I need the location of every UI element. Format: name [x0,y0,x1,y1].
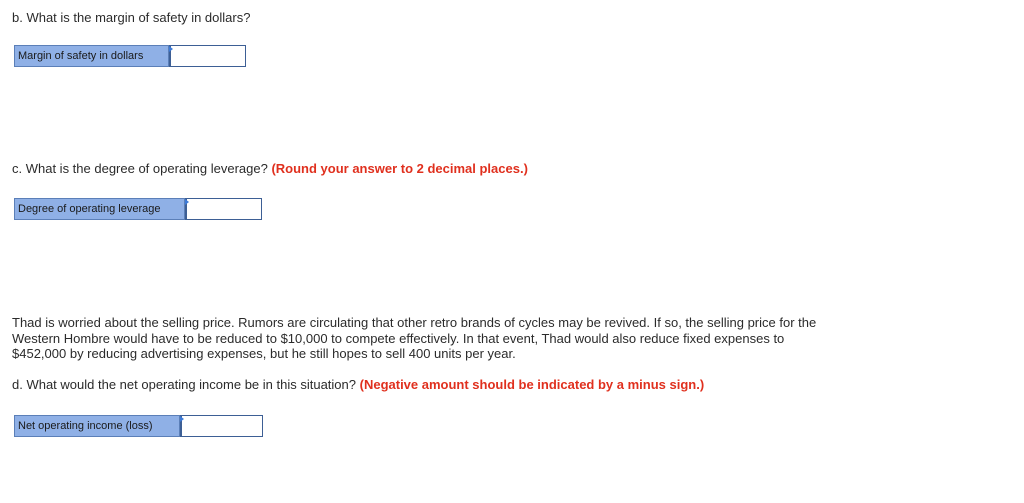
question-d-text [12,377,704,393]
answer-row-operating-leverage [14,198,262,220]
question-c-hint: (Round your answer to 2 decimal places.) [271,161,528,176]
input-marker-icon [180,416,184,422]
net-operating-income-input[interactable] [180,415,263,437]
question-d-prompt: d. What would the net operating income be in this situation? [12,377,356,392]
net-operating-income-label: Net operating income (loss) [14,415,180,437]
input-marker-icon [169,46,173,52]
input-marker-icon [185,199,189,205]
margin-of-safety-input[interactable] [169,45,246,67]
question-b-prompt: b. What is the margin of safety in dollars? [12,10,251,25]
answer-row-net-operating-income [14,415,263,437]
margin-of-safety-label: Margin of safety in dollars [14,45,169,67]
question-b-text [12,10,250,26]
answer-row-margin-of-safety [14,45,246,67]
operating-leverage-label: Degree of operating leverage [14,198,185,220]
scenario-paragraph: Thad is worried about the selling price. Rumors are circulating that other retro brands of cycles may be revived. If so, the selling price for the Western Hombre would have to be reduced to $10,000 to compete effectively. In that event, Thad would also reduce fixed expenses to $452,000 by reducing advertising expenses, but he still hopes to sell 400 units per year. [12,315,817,361]
question-c-prompt: c. What is the degree of operating leverage? [12,161,268,176]
question-c-text [12,161,528,177]
operating-leverage-input[interactable] [185,198,262,220]
question-d-hint: (Negative amount should be indicated by a minus sign.) [359,377,705,392]
